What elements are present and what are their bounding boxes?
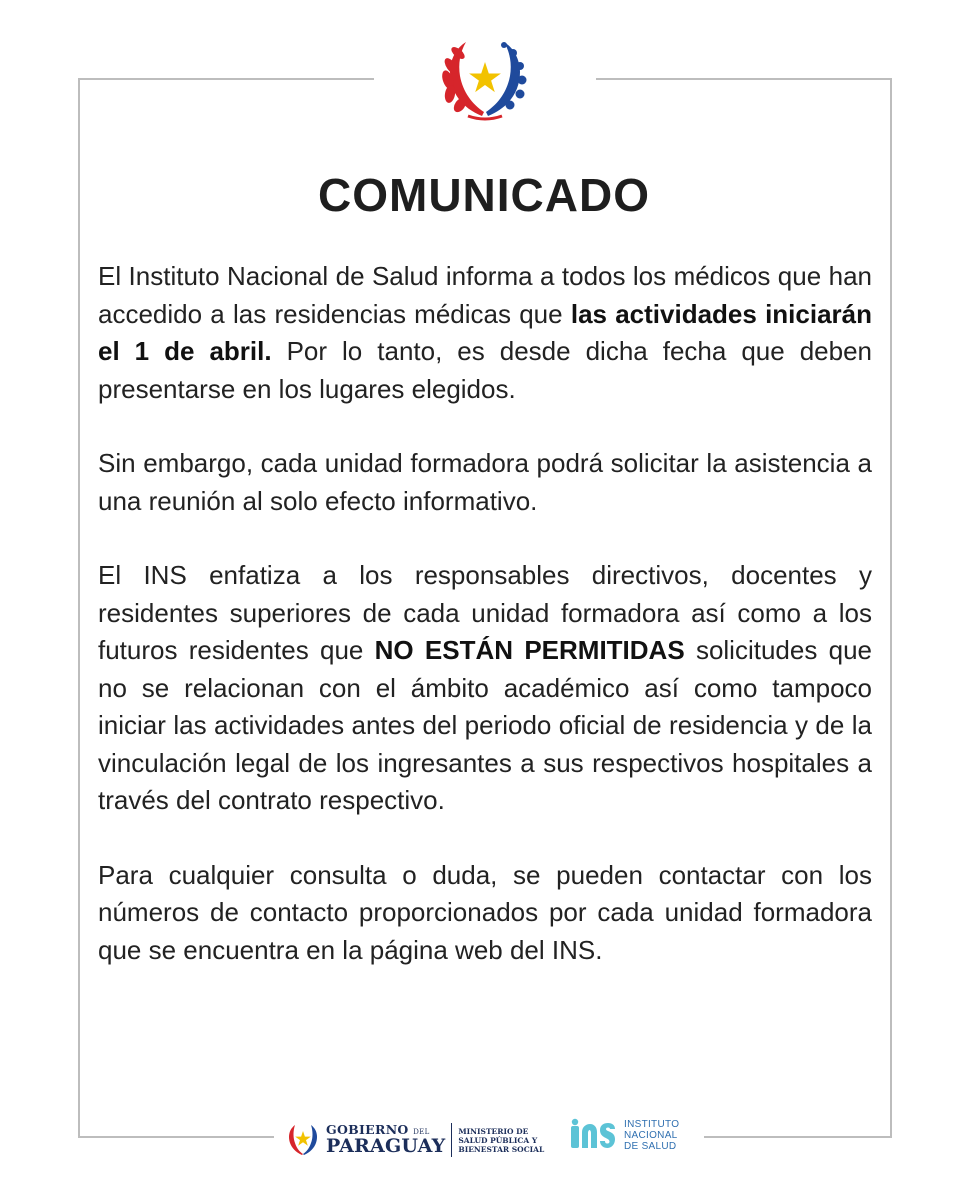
- paraguay-star-emblem-icon: [286, 1123, 320, 1157]
- paragraph-3: [98, 557, 872, 820]
- ins-logo-icon: [570, 1118, 616, 1152]
- frame-bottom-right: [704, 1136, 892, 1138]
- paraguay-crest-icon: [438, 36, 532, 122]
- paragraph-3-emphasis: NO ESTÁN PERMITIDAS: [374, 635, 685, 665]
- ministerio-line2: SALUD PÚBLICA Y: [458, 1135, 538, 1145]
- ins-line3: DE SALUD: [624, 1140, 677, 1152]
- paragraph-1-text-b: Por lo tanto, es desde dicha fecha que deben presentarse en los lugares elegidos.: [98, 336, 872, 404]
- paragraph-2: Sin embargo, cada unidad formadora podrá solicitar la asistencia a una reunión al solo efecto informativo.: [98, 448, 872, 516]
- ins-logo: [570, 1118, 679, 1152]
- gobierno-logo: [286, 1120, 544, 1160]
- ins-line1: INSTITUTO: [624, 1118, 680, 1130]
- frame-bottom-left: [78, 1136, 274, 1138]
- paragraph-1: [98, 258, 872, 408]
- gobierno-line2: PARAGUAY: [326, 1134, 446, 1157]
- paragraph-1-text-a: El Instituto Nacional de Salud informa a todos los médicos que han accedido a las residencias médicas que: [98, 261, 872, 329]
- page-title: COMUNICADO: [318, 169, 650, 221]
- gobierno-line1: GOBIERNO: [326, 1122, 409, 1138]
- frame-right: [890, 78, 892, 1138]
- paragraph-3-text-a: El INS enfatiza a los responsables directivos, docentes y residentes superiores de cada unidad formadora así como a los futuros residentes que: [98, 560, 872, 665]
- frame-top-right: [596, 78, 892, 80]
- gobierno-del: DEL: [413, 1128, 430, 1137]
- paragraph-4: Para cualquier consulta o duda, se pueden contactar con los números de contacto proporcionados por cada unidad formadora que se encuentra en la página web del INS.: [98, 859, 872, 965]
- ministerio-line3: BIENESTAR SOCIAL: [458, 1144, 545, 1154]
- ins-name: [624, 1119, 679, 1152]
- communique-body: [98, 258, 872, 1006]
- footer-divider: [451, 1123, 452, 1157]
- ministerio-name: [458, 1127, 544, 1154]
- ins-line2: NACIONAL: [624, 1129, 678, 1141]
- paragraph-1-emphasis: las actividades iniciarán el 1 de abril.: [98, 298, 872, 366]
- gobierno-name: [326, 1124, 445, 1156]
- frame-left: [78, 78, 80, 1138]
- frame-top-left: [78, 78, 374, 80]
- ministerio-line1: MINISTERIO DE: [458, 1126, 529, 1136]
- paragraph-3-text-b: solicitudes que no se relacionan con el ámbito académico así como tampoco iniciar las actividades antes del periodo oficial de residencia y de la vinculación legal de los ingresantes a sus respectivos hospitales a través del contrato respectivo.: [98, 635, 872, 815]
